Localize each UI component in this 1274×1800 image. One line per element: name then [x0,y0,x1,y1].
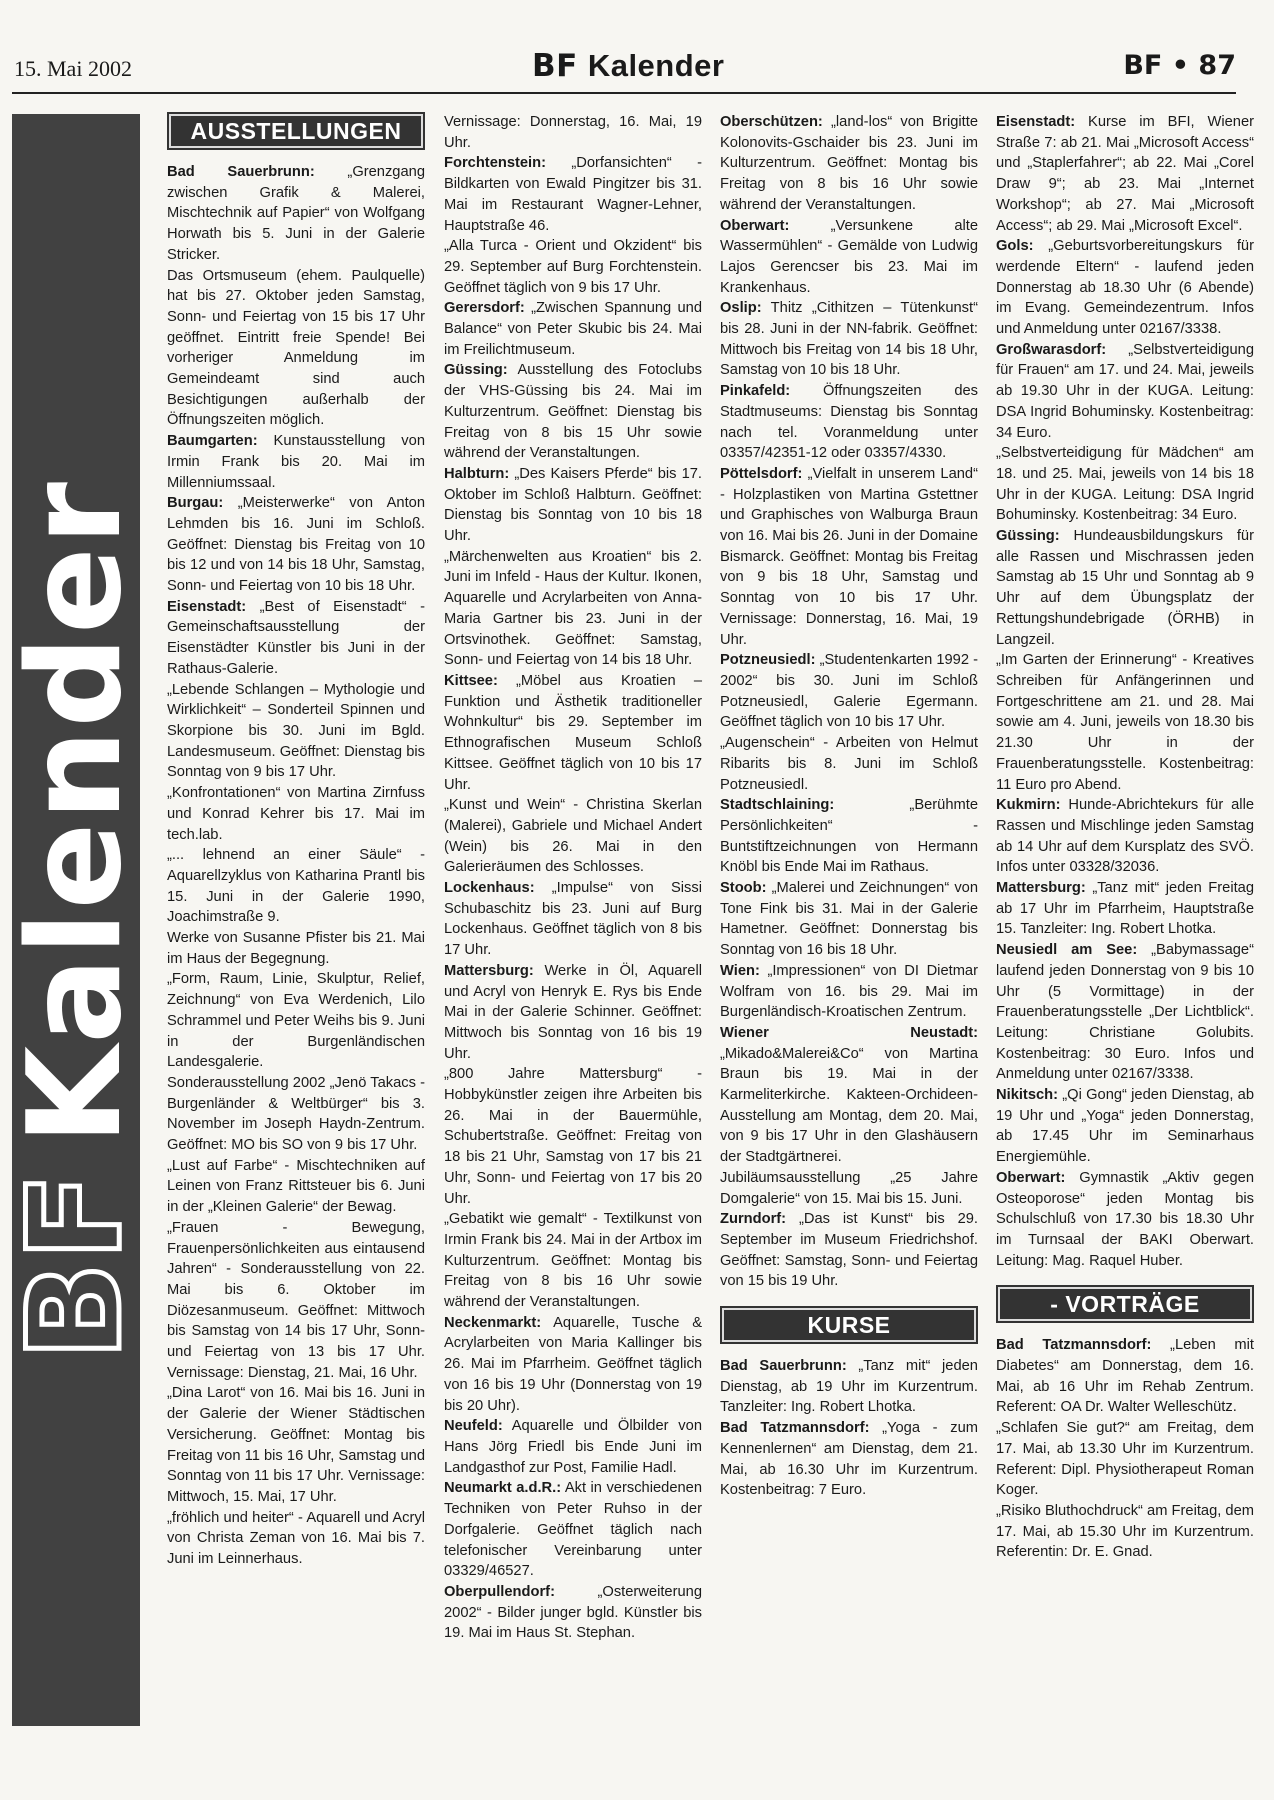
entry-text: Ausstellung des Fotoclubs der VHS-Güssing bis 24. Mai im Kulturzentrum. Geöffnet: Dienstag bis Freitag von 8 bis 15 Uhr sowie während der Veranstaltungen. [444,362,702,462]
column-3 [720,112,978,1501]
calendar-entry [444,1064,702,1209]
entry-location: Großwarasdorf: [996,341,1107,358]
entry-text: „Kunst und Wein“ - Christina Skerlan (Malerei), Gabriele und Michael Andert (Wein) bis 26. Mai in den Galerieräumen des Schlosses. [444,797,702,876]
calendar-entry [720,112,978,216]
calendar-entry [444,360,702,464]
entry-text: „... lehnend an einer Säule“ - Aquarellzyklus von Katharina Prantl bis 15. Juni in der Galerie 1990, Joachimstraße 9. [167,847,425,926]
entry-location: Mattersburg: [996,880,1086,897]
calendar-entry [720,733,978,795]
column-4 [996,112,1254,1563]
calendar-entry [167,493,425,597]
calendar-entry [720,381,978,464]
entry-text: Vernissage: Donnerstag, 16. Mai, 19 Uhr. [444,114,702,151]
entry-text: „Studentenkarten 1992 - 2002“ bis 30. Juni im Schloß Potzneusiedl, Galerie Egermann. Geöffnet täglich von 10 bis 17 Uhr. [720,652,978,731]
calendar-entry [720,1418,978,1501]
calendar-entry [720,1023,978,1168]
entry-location: Pöttelsdorf: [720,465,803,482]
entry-text: „Mikado&Malerei&Co“ von Martina Braun bis 19. Mai in der Karmeliterkirche. Kakteen-Orchideen-Ausstellung am Montag, dem 20. Mai, von 9 bis 17 Uhr in den Glashäusern der Stadtgärtnerei. [720,1045,978,1166]
calendar-entry [720,1209,978,1292]
calendar-entry [444,547,702,671]
calendar-entry [720,795,978,878]
entry-text: „Malerei und Zeichnungen“ von Tone Fink bis 31. Mai in der Galerie Hametner. Geöffnet: Donnerstag bis Sonntag von 16 bis 18 Uhr. [720,880,978,959]
calendar-entry [444,1209,702,1313]
calendar-entry [167,597,425,680]
column-2 [444,112,702,1644]
calendar-entry [996,795,1254,878]
calendar-entry [167,162,425,266]
calendar-entry [996,1335,1254,1418]
calendar-entry [996,650,1254,795]
entry-location: Gerersdorf: [444,300,525,317]
entry-text: „Frauen - Bewegung, Frauenpersönlichkeiten aus eintausend Jahren“ - Sonderausstellung von 22. Mai bis 6. Oktober im Diözesanmuseum. Geöffnet: Mittwoch bis Samstag von 14 bis 17 Uhr, Sonn- und Feiertag von 13 bis 17 Uhr. Vernissage: Dienstag, 21. Mai, 16 Uhr. [167,1219,425,1381]
calendar-entry [720,464,978,650]
entry-text: Werke von Susanne Pfister bis 21. Mai im Haus der Begegnung. [167,930,425,967]
entry-text: „Geburtsvorbereitungskurs für werdende Eltern“ - laufend jeden Donnerstag ab 18.30 Uhr (6 Abende) im Evang. Gemeindezentrum. Infos und Anmeldung unter 02167/3338. [996,238,1254,338]
calendar-entry [996,1418,1254,1501]
calendar-entry [444,878,702,961]
entry-text: „Grenzgang zwischen Grafik & Malerei, Mischtechnik auf Papier“ von Wolfgang Horwath bis 5. Juni in der Galerie Stricker. [167,164,425,263]
calendar-entry [720,650,978,733]
entry-text: „Märchenwelten aus Kroatien“ bis 2. Juni im Infeld - Haus der Kultur. Ikonen, Aquarelle und Acrylarbeiten von Anna-Maria Gartner bis 23. Juni in der Ortsvinothek. Geöffnet: Samstag, Sonn- und Feiertag von 14 bis 18 Uhr. [444,548,702,669]
entry-location: Bad Sauerbrunn: [720,1358,847,1375]
entry-location: Güssing: [444,362,508,379]
entry-location: Oslip: [720,300,762,317]
entry-text: „Yoga - zum Kennenlernen“ am Dienstag, dem 21. Mai, ab 16.30 Uhr im Kurzentrum. Kostenbeitrag: 7 Euro. [720,1420,978,1499]
calendar-entry [167,1073,425,1156]
entry-location: Neumarkt a.d.R.: [444,1480,562,1497]
entry-text: „fröhlich und heiter“ - Aquarell und Acryl von Christa Zeman von 16. Mai bis 7. Juni im Leinnerhaus. [167,1509,425,1568]
calendar-entry [720,961,978,1023]
calendar-entry [444,961,702,1065]
entry-text: „Best of Eisenstadt“ - Gemeinschaftsausstellung der Eisenstädter Künstler bis Juni in der Rathaus-Galerie. [167,598,425,677]
entry-location: Bad Tatzmannsdorf: [720,1420,870,1437]
entry-text: „Selbstverteidigung für Frauen“ am 17. und 24. Mai, jeweils ab 19.30 Uhr in der KUGA. Leitung: DSA Ingrid Bohuminsky. Kostenbeitrag: 34 Euro. [996,341,1254,441]
entry-location: Stoob: [720,880,767,897]
entry-text: Werke in Öl, Aquarell und Acryl von Henryk E. Rys bis Ende Mai in der Galerie Schinner. Geöffnet: Mittwoch bis Sonntag von 16 bis 19 Uhr. [444,962,702,1062]
entry-text: Kurse im BFI, Wiener Straße 7: ab 21. Mai „Microsoft Access“ und „Staplerfahrer“; ab 22. Mai „Corel Draw 9“; ab 23. Mai „Internet Workshop“; ab 27. Mai „Microsoft Access“; ab 29. Mai „Microsoft Excel“. [996,114,1254,234]
entry-text: „Alla Turca - Orient und Okzident“ bis 29. September auf Burg Forchtenstein. Geöffnet täglich von 9 bis 17 Uhr. [444,238,702,296]
spacer [720,1292,978,1306]
section-heading-ausstellungen: AUSSTELLUNGEN [167,112,425,150]
entry-text: „Impressionen“ von DI Dietmar Wolfram von 16. bis 29. Mai im Burgenländisch-Kroatischen Zentrum. [720,962,978,1021]
entry-list [444,112,702,1644]
calendar-entry [996,878,1254,940]
entry-text: „Impulse“ von Sissi Schubaschitz bis 23. Juni auf Burg Lockenhaus. Geöffnet täglich von 8 bis 17 Uhr. [444,880,702,959]
calendar-entry [996,1501,1254,1563]
entry-list [167,162,425,1570]
entry-text: „Tanz mit“ jeden Freitag ab 17 Uhr im Pfarrheim, Hauptstraße 15. Tanzleiter: Ing. Robert Lhotka. [996,880,1254,938]
entry-location: Forchtenstein: [444,155,547,172]
entry-text: „Schlafen Sie gut?“ am Freitag, dem 17. Mai, ab 13.30 Uhr im Kurzentrum. Referent: Dipl. Physiotherapeut Roman Koger. [996,1420,1254,1499]
entry-text: „Möbel aus Kroatien – Funktion und Ästhetik traditioneller Wohnkultur“ bis 29. September im Ethnografischen Museum Schloß Kittsee. Geöffnet täglich von 10 bis 17 Uhr. [444,672,702,793]
entry-location: Oberpullendorf: [444,1583,555,1600]
calendar-entry [167,1156,425,1218]
entry-location: Wiener Neustadt: [720,1024,978,1041]
entry-text: Kunstausstellung von Irmin Frank bis 20. Mai im Millenniumssaal. [167,433,425,491]
entry-text: „Versunkene alte Wassermühlen“ - Gemälde von Ludwig Lajos Gerencser bis 23. Mai im Krankenhaus. [720,217,978,296]
section-heading-vortraege: - VORTRÄGE [996,1285,1254,1323]
entry-location: Oberwart: [996,1169,1066,1186]
calendar-entry [167,845,425,928]
entry-location: Neusiedl am See: [996,942,1138,959]
calendar-entry [444,153,702,236]
entry-text: „800 Jahre Mattersburg“ - Hobbykünstler zeigen ihre Arbeiten bis 26. Mai in der Bauermühle, Schubertstraße. Geöffnet: Freitag von 18 bis 21 Uhr, Samstag von 17 bis 21 Uhr, Sonn- und Feiertag von 17 bis 20 Uhr. [444,1066,702,1207]
entry-text: „Babymassage“ laufend jeden Donnerstag von 9 bis 10 Uhr (5 Vormittage) in der Frauenberatungsstelle „Der Lichtblick“. Leitung: Christiane Golubits. Kostenbeitrag: 30 Euro. Infos und Anmeldung unter 02167/3338. [996,942,1254,1083]
spacer [996,1271,1254,1285]
entry-text: Öffnungszeiten des Stadtmuseums: Dienstag bis Sonntag nach tel. Voranmeldung unter 03357/42351-12 oder 03357/4330. [720,383,978,462]
section-title [532,48,724,84]
entry-location: Oberschützen: [720,114,823,130]
vertical-banner [1,114,150,1726]
entry-text: „Augenschein“ - Arbeiten von Helmut Ribarits bis 8. Juni im Schloß Potzneusiedl. [720,735,978,793]
entry-text: „Meisterwerke“ von Anton Lehmden bis 16. Juni im Schloß. Geöffnet: Dienstag bis Freitag von 10 bis 12 und von 14 bis 18 Uhr, Samstag, Sonn- und Feiertag von 10 bis 18 Uhr. [167,495,425,595]
entry-text: Thitz „Cithitzen – Tütenkunst“ bis 28. Juni in der NN-fabrik. Geöffnet: Mittwoch bis Freitag von 14 bis 18 Uhr, Samstag von 10 bis 18 Uhr. [720,300,978,379]
calendar-entry [996,443,1254,526]
entry-text: „Lebende Schlangen – Mythologie und Wirklichkeit“ – Sonderteil Spinnen und Skorpione bis 30. Juni im Bgld. Landesmuseum. Geöffnet: Dienstag bis Sonntag von 9 bis 17 Uhr. [167,681,425,781]
entry-location: Oberwart: [720,217,790,234]
calendar-entry [996,1085,1254,1168]
entry-text: „Selbstverteidigung für Mädchen“ am 18. und 25. Mai, jeweils von 14 bis 18 Uhr in der KUGA. Leitung: DSA Ingrid Bohuminsky. Kostenbeitrag: 34 Euro. [996,445,1254,524]
entry-location: Burgau: [167,495,224,512]
entry-text: „Berühmte Persönlichkeiten“ - Buntstiftzeichnungen von Hermann Knöbl bis Ende Mai im Rathaus. [720,797,978,876]
entry-location: Halbturn: [444,465,510,482]
calendar-entry [167,1218,425,1384]
entry-text: „Konfrontationen“ von Martina Zirnfuss und Konrad Kehrer bis 17. Mai im tech.lab. [167,785,425,843]
calendar-entry [996,1168,1254,1272]
entry-location: Potzneusiedl: [720,652,816,669]
entry-text: „Dorfansichten“ - Bildkarten von Ewald Pingitzer bis 31. Mai im Restaurant Wagner-Lehner, Hauptstraße 46. [444,155,702,234]
entry-location: Kukmirn: [996,797,1061,814]
entry-text: Das Ortsmuseum (ehem. Paulquelle) hat bis 27. Oktober jeden Samstag, Sonn- und Feiertag von 15 bis 17 Uhr geöffnet. Eintritt freie Spende! Bei vorheriger Anmeldung im Gemeindeamt sind auch Besichtigungen außerhalb der Öffnungszeiten möglich. [167,267,425,429]
entry-list [996,1335,1254,1563]
calendar-entry [444,1582,702,1644]
calendar-entry [720,216,978,299]
entry-list [996,112,1254,1271]
calendar-entry [167,928,425,969]
entry-text: Jubiläumsausstellung „25 Jahre Domgalerie“ von 15. Mai bis 15. Juni. [720,1169,978,1207]
calendar-entry [444,464,702,547]
entry-location: Bad Tatzmannsdorf: [996,1337,1152,1354]
calendar-entry [444,795,702,878]
entry-text: „Osterweiterung 2002“ - Bilder junger bgld. Künstler bis 19. Mai im Haus St. Stephan. [444,1583,702,1642]
entry-location: Neckenmarkt: [444,1314,542,1331]
calendar-entry [720,298,978,381]
entry-text: „Vielfalt in unserem Land“ - Holzplastiken von Martina Gstettner und Graphisches von Walburga Braun von 16. Mai bis 26. Juni in der Domaine Bismarck. Geöffnet: Montag bis Freitag von 9 bis 18 Uhr, Samstag und Sonntag von 10 bis 17 Uhr. Vernissage: Donnerstag, 16. Mai, 19 Uhr. [720,465,978,648]
calendar-entry [996,340,1254,444]
entry-text: „Form, Raum, Linie, Skulptur, Relief, Zeichnung“ von Eva Werdenich, Lilo Schrammel und Peter Weihs bis 9. Juni in der Burgenländischen Landesgalerie. [167,971,425,1071]
calendar-entry [444,236,702,298]
calendar-entry [996,236,1254,340]
calendar-entry [444,1478,702,1582]
entry-location: Güssing: [996,528,1060,545]
calendar-entry [444,671,702,795]
entry-text: „Lust auf Farbe“ - Mischtechniken auf Leinen von Franz Rittsteuer bis 6. Juni in der „Kleinen Galerie“ der Bewag. [167,1157,425,1216]
banner-word: Kalender [1,480,150,1145]
entry-location: Bad Sauerbrunn: [167,164,315,180]
calendar-entry [167,680,425,784]
entry-text: „Dina Larot“ von 16. Mai bis 16. Juni in der Galerie der Wiener Städtischen Versicherung. Geöffnet: Montag bis Freitag von 11 bis 16 Uhr, Samstag und Sonntag von 11 bis 17 Uhr. Vernissage: Mittwoch, 15. Mai, 17 Uhr. [167,1385,425,1505]
entry-text: „Das ist Kunst“ bis 29. September im Museum Friedrichshof. Geöffnet: Samstag, Sonn- und Feiertag von 15 bis 19 Uhr. [720,1211,978,1290]
entry-location: Pinkafeld: [720,383,791,400]
calendar-entry [444,112,702,153]
entry-location: Gols: [996,238,1034,255]
calendar-entry [167,266,425,432]
calendar-entry [444,1313,702,1417]
calendar-entry [996,940,1254,1085]
calendar-entry [720,1356,978,1418]
issue-date: 15. Mai 2002 [14,56,132,81]
entry-list [720,1356,978,1501]
entry-location: Mattersburg: [444,962,534,979]
entry-location: Lockenhaus: [444,880,535,897]
entry-list [720,112,978,1292]
entry-text: „Gebatikt wie gemalt“ - Textilkunst von Irmin Frank bis 24. Mai in der Artbox im Kulturzentrum. Geöffnet: Montag bis Freitag von 8 bis 16 Uhr sowie während der Veranstaltungen. [444,1211,702,1311]
entry-text: Gymnastik „Aktiv gegen Osteoporose“ jeden Montag bis Schulschluß von 17.30 bis 18.30 Uhr im Turnsaal der BAKI Oberwart. Leitung: Mag. Raquel Huber. [996,1169,1254,1269]
calendar-entry [996,526,1254,650]
entry-text: Sonderausstellung 2002 „Jenö Takacs - Burgenländer & Weltbürger“ bis 3. November im Joseph Haydn-Zentrum. Geöffnet: MO bis SO von 9 bis 17 Uhr. [167,1074,425,1154]
banner-logo: BF [1,1170,150,1360]
entry-text: „Leben mit Diabetes“ am Donnerstag, dem 16. Mai, ab 16 Uhr im Rehab Zentrum. Referent: OA Dr. Walter Welleschütz. [996,1337,1254,1416]
entry-location: Eisenstadt: [167,598,247,615]
entry-location: Zurndorf: [720,1211,787,1228]
column-1 [167,112,425,1570]
vertical-banner-text [1,480,150,1360]
page-header [12,48,1236,94]
calendar-entry [167,431,425,493]
entry-text: Hundeausbildungskurs für alle Rassen und Mischrassen jeden Samstag ab 15 Uhr und Sonntag ab 9 Uhr auf dem Übungsplatz der Rettungshundebrigade (ÖRHB) in Langzeil. [996,528,1254,648]
entry-location: Nikitsch: [996,1087,1059,1104]
entry-text: „Risiko Bluthochdruck“ am Freitag, dem 17. Mai, ab 15.30 Uhr im Kurzentrum. Referentin: Dr. E. Gnad. [996,1503,1254,1561]
entry-location: Neufeld: [444,1418,503,1435]
entry-text: Aquarelle und Ölbilder von Hans Jörg Friedl bis Ende Juni im Landgasthof zur Post, Familie Hadl. [444,1418,702,1476]
calendar-entry [167,1383,425,1507]
entry-location: Baumgarten: [167,433,258,450]
calendar-entry [167,969,425,1073]
entry-location: Stadtschlaining: [720,797,835,814]
page-number: BF • 87 [1123,50,1236,81]
entry-text: „Zwischen Spannung und Balance“ von Peter Skubic bis 24. Mai im Freilichtmuseum. [444,300,702,358]
entry-text: „Tanz mit“ jeden Dienstag, ab 19 Uhr im Kurzentrum. Tanzleiter: Ing. Robert Lhotka. [720,1358,978,1416]
calendar-entry [720,1168,978,1209]
bf-logo: BF [532,48,578,84]
entry-text: Aquarelle, Tusche & Acrylarbeiten von Maria Kallinger bis 26. Mai im Pfarrheim. Geöffnet täglich von 16 bis 19 Uhr (Donnerstag von 19 bis 20 Uhr). [444,1314,702,1414]
entry-text: „Im Garten der Erinnerung“ - Kreatives Schreiben für Anfängerinnen und Fortgeschrittene am 21. und 28. Mai sowie am 4. Juni, jeweils von 18.30 bis 21.30 Uhr in der Frauenberatungsstelle. Kostenbeitrag: 11 Euro pro Abend. [996,652,1254,793]
section-heading-kurse: KURSE [720,1306,978,1344]
entry-text: „land-los“ von Brigitte Kolonovits-Gschaider bis 23. Juni im Kulturzentrum. Geöffnet: Montag bis Freitag von 8 bis 16 Uhr sowie während der Veranstaltungen. [720,114,978,213]
calendar-entry [167,783,425,845]
entry-location: Kittsee: [444,672,498,689]
entry-text: Hunde-Abrichtekurs für alle Rassen und Mischlinge jeden Samstag ab 14 Uhr auf dem Kursplatz des SVÖ. Infos unter 03328/32036. [996,797,1254,876]
calendar-entry [167,1508,425,1570]
entry-location: Eisenstadt: [996,114,1076,130]
calendar-entry [996,112,1254,236]
calendar-entry [444,1416,702,1478]
entry-text: „Des Kaisers Pferde“ bis 17. Oktober im Schloß Halbturn. Geöffnet: Dienstag bis Sonntag von 10 bis 18 Uhr. [444,465,702,545]
calendar-entry [444,298,702,360]
calendar-entry [720,878,978,961]
entry-text: Akt in verschiedenen Techniken von Peter Ruhso in der Dorfgalerie. Geöffnet täglich nach telefonischer Vereinbarung unter 03329/46527. [444,1480,702,1580]
entry-location: Wien: [720,962,760,979]
section-title-text: Kalender [587,48,725,83]
entry-text: „Qi Gong“ jeden Dienstag, ab 19 Uhr und „Yoga“ jeden Donnerstag, ab 17.45 Uhr im Seminarhaus Energiemühle. [996,1087,1254,1166]
